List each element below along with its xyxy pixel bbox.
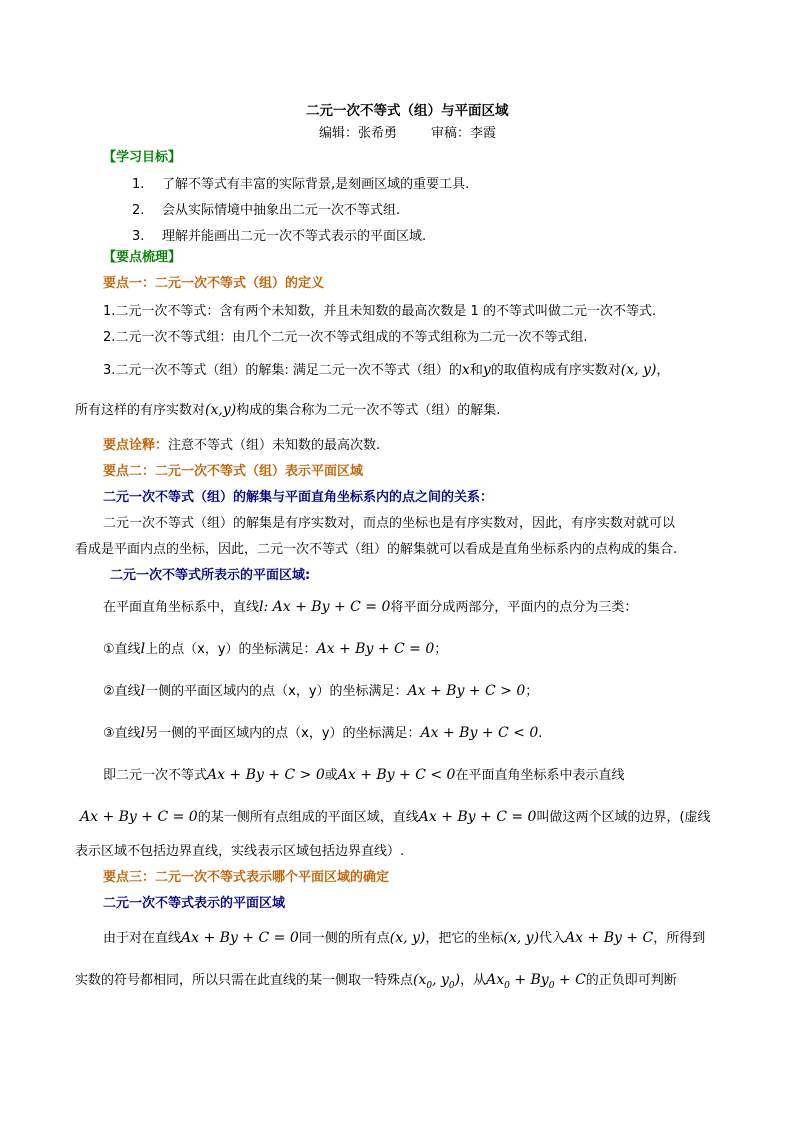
point2-subheading2: 二元一次不等式所表示的平面区域: — [110, 568, 311, 583]
point3-para1 — [103, 929, 705, 948]
point2-para3 — [103, 766, 624, 785]
math-pair: (x, y) — [503, 930, 540, 946]
objective-num: 2. — [132, 203, 145, 218]
para2-a: 在平面直角坐标系中，直线 — [103, 600, 260, 615]
objective-item — [132, 228, 426, 246]
case2 — [103, 682, 538, 701]
objective-num: 3. — [132, 229, 145, 244]
math-eq-gt: Ax + By + C > 0 — [207, 767, 325, 783]
point1-item3 — [103, 361, 669, 380]
p1-a: 由于对在直线 — [103, 931, 182, 946]
summary-heading: 【要点梳理】 — [103, 250, 182, 265]
ex-c: + C — [554, 972, 586, 988]
point3-subheading: 二元一次不等式表示的平面区域 — [103, 896, 286, 911]
case2-b: 一侧的平面区域内的点（x，y）的坐标满足： — [145, 684, 408, 699]
objective-text: 了解不等式有丰富的实际背景,是刻画区域的重要工具. — [162, 177, 470, 192]
objective-text: 会从实际情境中抽象出二元一次不等式组. — [162, 203, 401, 218]
pt-b: , y — [432, 972, 449, 988]
doc-title: 二元一次不等式（组）与平面区域 — [306, 103, 509, 119]
pt-sub: 0 — [448, 980, 455, 991]
p1-c: ，把它的坐标 — [425, 931, 504, 946]
item3-text-a: 3.二元一次不等式（组）的解集: 满足二元一次不等式（组）的 — [103, 363, 462, 378]
objective-num: 1. — [132, 177, 145, 192]
ex-sub: 0 — [504, 980, 510, 991]
p3-b: 在平面直角坐标系中表示直线 — [455, 768, 625, 783]
objectives-heading: 【学习目标】 — [103, 150, 182, 165]
math-special-point — [413, 972, 461, 991]
item3-text-c: 所有这样的有序实数对 — [75, 403, 206, 418]
math-pair: (x, y) — [620, 362, 657, 378]
editor-credit: 编辑：张希勇 — [319, 126, 398, 141]
case3-end: . — [538, 726, 543, 741]
math-x: x — [461, 362, 470, 378]
para2-b: 将平面分成两部分，平面内的点分为三类： — [390, 600, 638, 615]
math-l: l — [140, 725, 146, 741]
p4-a: 的某一侧所有点组成的平面区域，直线 — [197, 810, 419, 825]
objective-item — [132, 202, 400, 220]
math-l: l — [259, 599, 264, 615]
point3-para2 — [75, 971, 677, 995]
case1-a: ①直线 — [103, 642, 141, 657]
math-expr-sub — [486, 972, 586, 991]
objective-item — [132, 176, 469, 194]
math-eq-zero: Ax + By + C = 0 — [181, 930, 299, 946]
p3-a: 即二元一次不等式 — [103, 768, 208, 783]
p4-b: 叫做这两个区域的边界，(虚线 — [536, 810, 711, 825]
point2-para4 — [80, 808, 711, 827]
p1-b: 同一侧的所有点 — [298, 931, 390, 946]
case3-a: ③直线 — [103, 726, 141, 741]
math-eq-zero: Ax + By + C = 0 — [418, 809, 537, 825]
point1-note — [103, 437, 380, 455]
p2-b: ，从 — [460, 973, 487, 988]
math-y: y — [482, 362, 491, 378]
reviewer-credit: 审稿：李霞 — [431, 126, 497, 141]
point2-para1-line1: 二元一次不等式（组）的解集是有序实数对，而点的坐标也是有序实数对，因此，有序实数对就可以 — [103, 516, 676, 531]
point2-para1-line2: 看成是平面内点的坐标，因此，二元一次不等式（组）的解集就可以看成是直角坐标系内的点构成的集合. — [75, 542, 678, 557]
point1-item3-cont — [75, 401, 500, 420]
math-line-eq: : Ax + By + C = 0 — [263, 599, 391, 615]
case3-b: 另一侧的平面区域内的点（x，y）的坐标满足： — [145, 726, 421, 741]
case3 — [103, 724, 542, 743]
item3-text-d: 构成的集合称为二元一次不等式（组）的解集. — [236, 403, 501, 418]
math-pair: (x, y) — [389, 930, 426, 946]
point1-item2: 2.二元一次不等式组：由几个二元一次不等式组成的不等式组称为二元一次不等式组. — [103, 330, 588, 345]
pt-sub: 0 — [426, 980, 433, 991]
ex-b: + By — [509, 972, 549, 988]
case2-end: ； — [525, 684, 539, 699]
note-label: 要点诠释： — [103, 438, 169, 453]
point2-para5: 表示区域不包括边界直线，实线表示区域包括边界直线）. — [75, 844, 405, 859]
ex-a: Ax — [486, 972, 505, 988]
point1-heading: 要点一：二元一次不等式（组）的定义 — [103, 276, 325, 291]
point1-item1: 1.二元一次不等式：含有两个未知数，并且未知数的最高次数是 1 的不等式叫做二元一次不等式. — [103, 304, 657, 319]
p1-d: 代入 — [539, 931, 566, 946]
item3-text-b: 的取值构成有序实数对 — [490, 363, 621, 378]
point2-para2 — [103, 598, 637, 617]
case2-a: ②直线 — [103, 684, 141, 699]
case1 — [103, 640, 447, 659]
point2-heading: 要点二：二元一次不等式（组）表示平面区域 — [103, 464, 364, 479]
point3-heading: 要点三：二元一次不等式表示哪个平面区域的确定 — [103, 870, 390, 885]
pt-a: (x — [413, 972, 427, 988]
math-l: l — [140, 683, 146, 699]
math-eq-lt: Ax + By + C < 0 — [420, 725, 539, 741]
pt-c: ) — [454, 972, 461, 988]
math-l: l — [140, 641, 146, 657]
item3-and: 和 — [469, 363, 483, 378]
p2-c: 的正负即可判断 — [585, 973, 677, 988]
p3-or: 或 — [324, 768, 338, 783]
math-pair: (x,y) — [205, 402, 237, 418]
note-text: 注意不等式（组）未知数的最高次数. — [168, 438, 381, 453]
objective-text: 理解并能画出二元一次不等式表示的平面区域. — [162, 229, 427, 244]
math-expr: Ax + By + C — [565, 930, 654, 946]
point2-subheading1: 二元一次不等式（组）的解集与平面直角坐标系内的点之间的关系： — [103, 490, 494, 505]
math-eq-zero: Ax + By + C = 0 — [316, 641, 435, 657]
case1-end: ； — [434, 642, 448, 657]
math-eq-lt: Ax + By + C < 0 — [337, 767, 456, 783]
math-eq-gt: Ax + By + C > 0 — [407, 683, 526, 699]
ex-sub: 0 — [548, 980, 555, 991]
case1-b: 上的点（x，y）的坐标满足： — [145, 642, 317, 657]
p2-a: 实数的符号都相同，所以只需在此直线的某一侧取一特殊点 — [75, 973, 414, 988]
math-eq-zero: Ax + By + C = 0 — [80, 809, 198, 825]
item3-end: ， — [656, 363, 670, 378]
p1-e: ，所得到 — [653, 931, 706, 946]
